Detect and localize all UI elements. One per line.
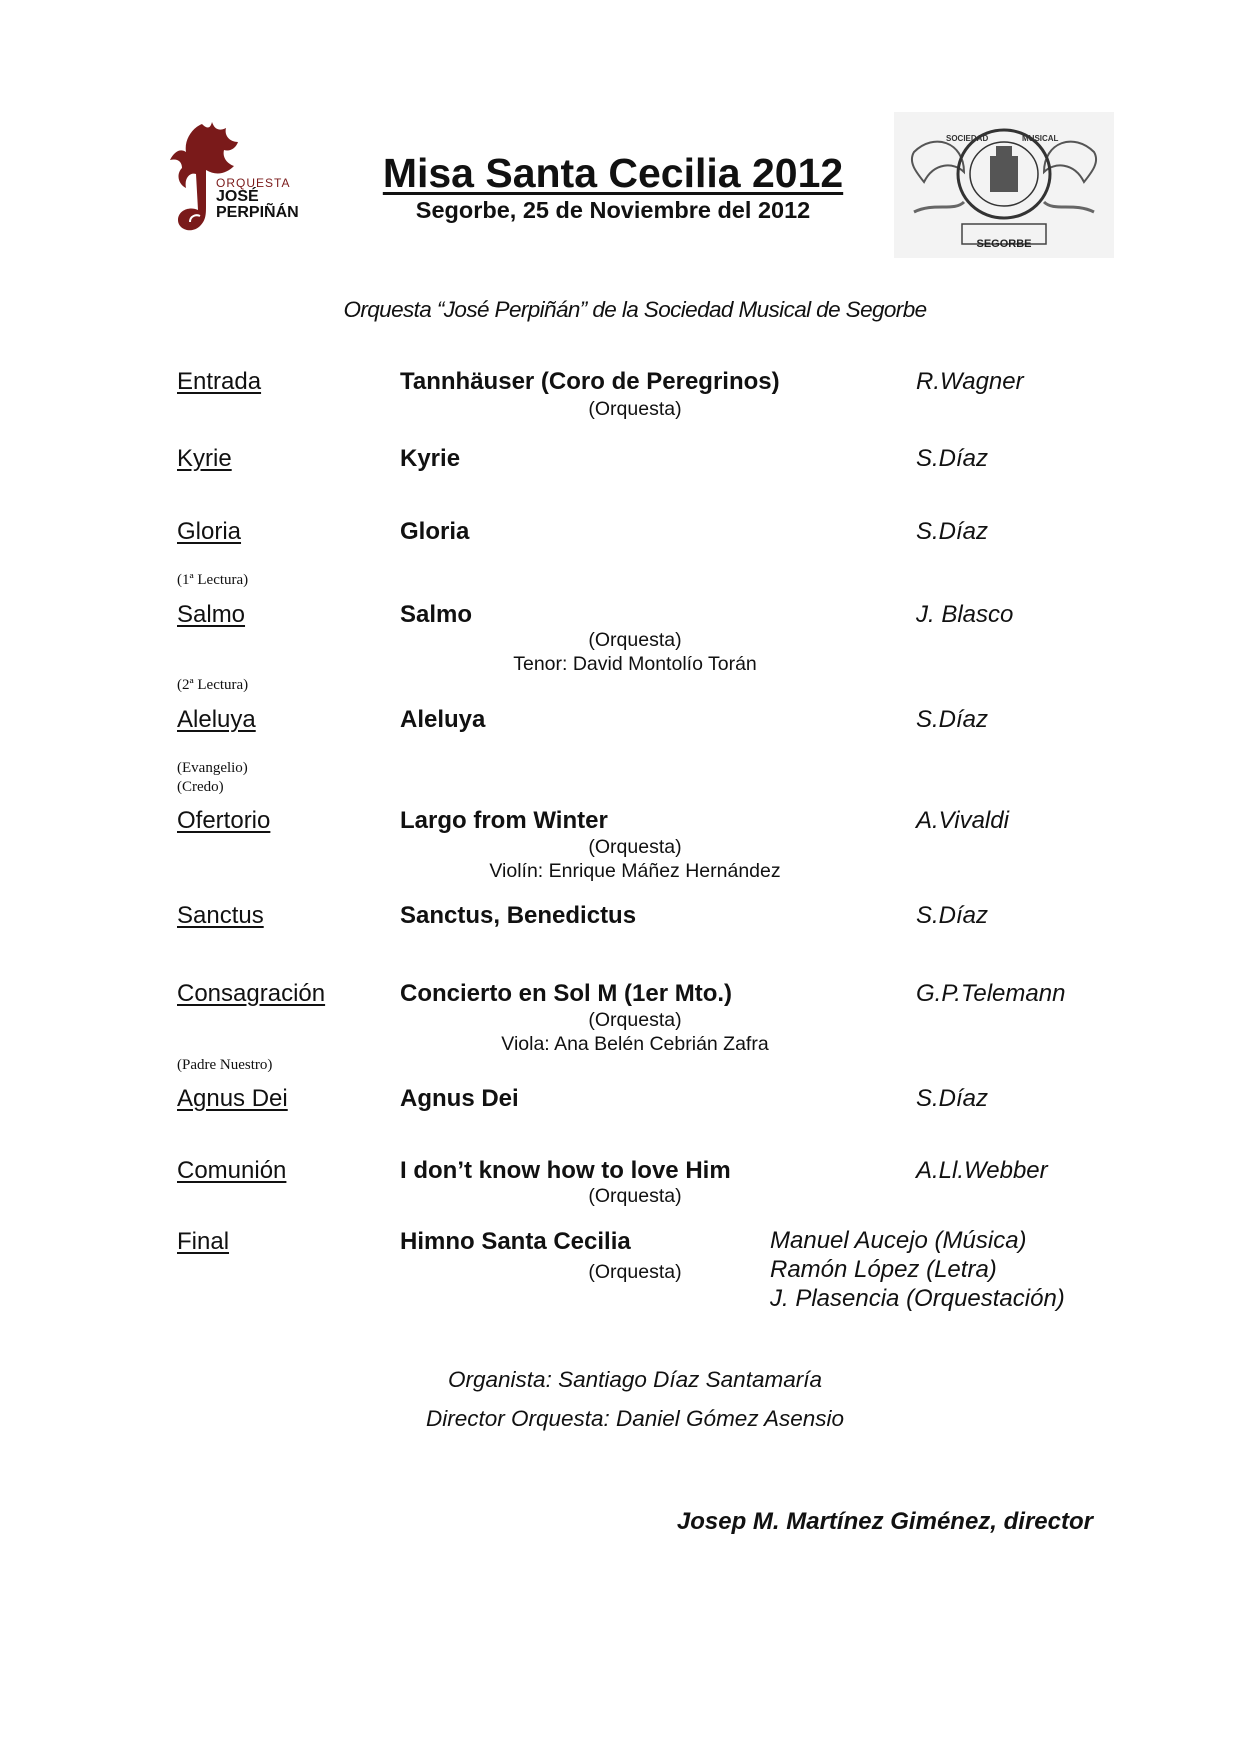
program-composer: S.Díaz <box>916 706 989 733</box>
society-seal-logo <box>894 112 1114 258</box>
program-part: Consagración <box>177 980 326 1007</box>
program-performer: Viola: Ana Belén Cebrián Zafra <box>501 1033 769 1055</box>
program-note: (Padre Nuestro) <box>177 1057 273 1073</box>
program-performer: Tenor: David Montolío Torán <box>513 653 757 675</box>
program-performer: Violín: Enrique Máñez Hernández <box>489 860 781 882</box>
logo-text-jose: JOSÉ <box>216 188 259 205</box>
program-composer: S.Díaz <box>916 518 989 545</box>
program-piece: Agnus Dei <box>400 1085 519 1112</box>
seal-text-segorbe: SEGORBE <box>976 238 1032 250</box>
program-composer: A.Vivaldi <box>916 807 1009 834</box>
program-orchestra: (Orquesta) <box>588 398 682 420</box>
ensemble-line: Orquesta “José Perpiñán” de la Sociedad Musical de Segorbe <box>343 297 927 322</box>
program-part: Final <box>177 1228 230 1255</box>
signature: Josep M. Martínez Giménez, director <box>676 1508 1093 1535</box>
seal-text-musical: MUSICAL <box>1022 134 1059 143</box>
program-piece: Sanctus, Benedictus <box>400 902 637 929</box>
program-part: Kyrie <box>177 445 232 472</box>
program-composer: Ramón López (Letra) <box>770 1256 997 1283</box>
orchestra-logo <box>164 118 324 236</box>
program-piece: Largo from Winter <box>400 807 608 834</box>
conductor-credit: Director Orquesta: Daniel Gómez Asensio <box>425 1406 845 1431</box>
page-title: Misa Santa Cecilia 2012 <box>382 150 844 196</box>
program-composer: J. Blasco <box>916 601 1014 628</box>
program-part: Comunión <box>177 1157 287 1184</box>
program-piece: Himno Santa Cecilia <box>400 1228 631 1255</box>
page-subtitle: Segorbe, 25 de Noviembre del 2012 <box>415 197 811 223</box>
program-composer: A.Ll.Webber <box>916 1157 1048 1184</box>
program-composer: Manuel Aucejo (Música) <box>770 1227 1027 1254</box>
program-note: (2ª Lectura) <box>177 677 249 693</box>
program-piece: Kyrie <box>400 445 461 472</box>
program-orchestra: (Orquesta) <box>588 836 682 858</box>
program-orchestra: (Orquesta) <box>588 1261 682 1283</box>
program-composer: S.Díaz <box>916 445 989 472</box>
logo-text-perpinan: PERPIÑÁN <box>216 204 299 221</box>
program-composer: R.Wagner <box>916 368 1024 395</box>
program-part: Ofertorio <box>177 807 271 834</box>
program-piece: Concierto en Sol M (1er Mto.) <box>400 980 733 1007</box>
seal-text-sociedad: SOCIEDAD <box>946 134 989 143</box>
program-note: (Evangelio) <box>177 760 248 776</box>
program-composer: S.Díaz <box>916 1085 989 1112</box>
program-note: (1ª Lectura) <box>177 572 249 588</box>
program-piece: Aleluya <box>400 706 486 733</box>
logo-text-orquesta: ORQUESTA <box>216 176 291 190</box>
program-orchestra: (Orquesta) <box>588 1009 682 1031</box>
program-part: Entrada <box>177 368 262 395</box>
program-orchestra: (Orquesta) <box>588 629 682 651</box>
program-part: Gloria <box>177 518 242 545</box>
program-part: Sanctus <box>177 902 264 929</box>
program-composer: J. Plasencia (Orquestación) <box>770 1285 1065 1312</box>
program-part: Aleluya <box>177 706 256 733</box>
program-composer: S.Díaz <box>916 902 989 929</box>
program-part: Agnus Dei <box>177 1085 288 1112</box>
program-piece: Gloria <box>400 518 470 545</box>
program-composer: G.P.Telemann <box>916 980 1066 1007</box>
program-note: (Credo) <box>177 779 224 795</box>
program-part: Salmo <box>177 601 246 628</box>
organist-credit: Organista: Santiago Díaz Santamaría <box>448 1367 822 1392</box>
program-piece: Salmo <box>400 601 473 628</box>
program-orchestra: (Orquesta) <box>588 1185 682 1207</box>
program-piece: Tannhäuser (Coro de Peregrinos) <box>400 368 780 395</box>
program-piece: I don’t know how to love Him <box>400 1157 731 1184</box>
